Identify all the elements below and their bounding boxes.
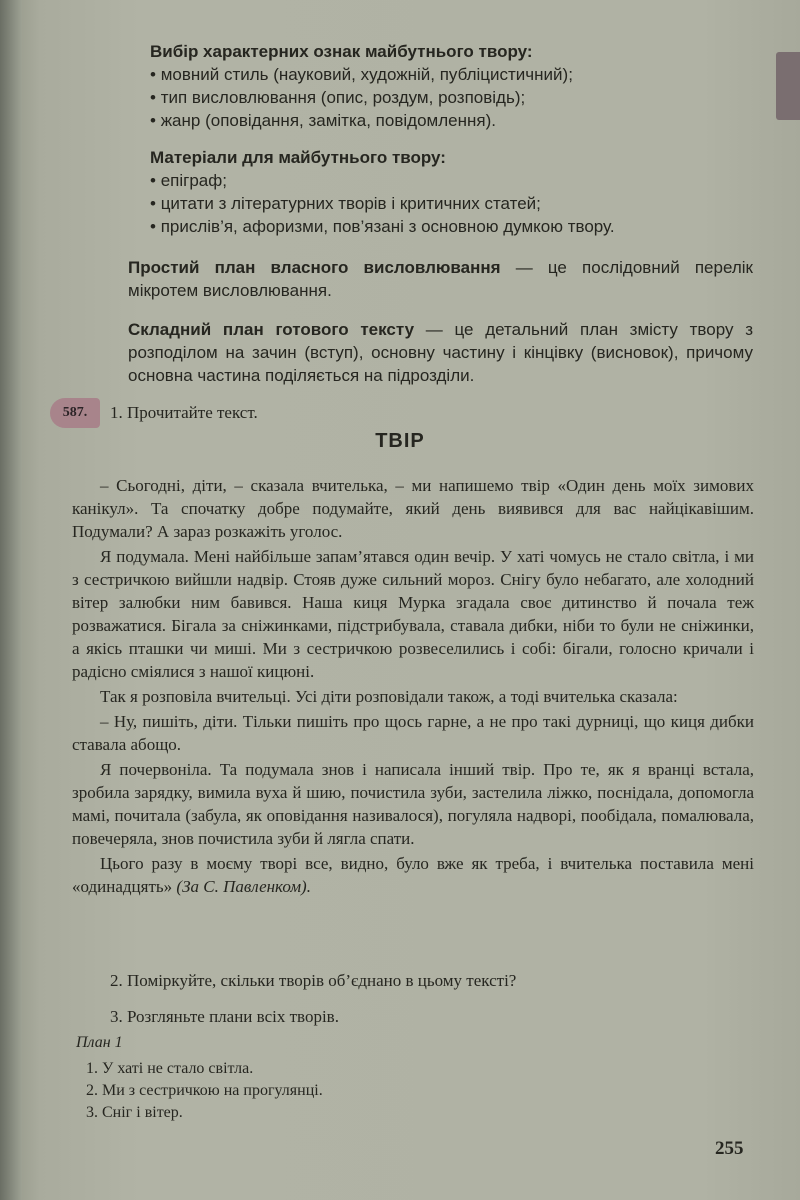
final-text: Цього разу в моєму творі все, видно, було вже як треба, і вчителька поставила мені «одинадцять» <box>72 854 754 896</box>
materials-heading: Матеріали для майбутнього твору: <box>150 148 446 167</box>
list-item: • епіграф; <box>150 169 750 192</box>
simple-plan-text: — це послідовний перелік мікротем висловлювання. <box>128 258 753 300</box>
list-item: • жанр (оповідання, замітка, повідомлення). <box>150 109 750 132</box>
list-item: • мовний стиль (науковий, художній, публіцистичний); <box>150 63 750 86</box>
list-item: • тип висловлювання (опис, роздум, розповідь); <box>150 86 750 109</box>
plan-item: 3. Сніг і вітер. <box>86 1104 183 1121</box>
complex-plan-definition <box>128 318 753 387</box>
list-item: • прислів’я, афоризми, пов’язані з основною думкою твору. <box>150 215 750 238</box>
materials-section <box>150 146 750 238</box>
story-paragraph: Я почервоніла. Та подумала знов і написала інший твір. Про те, як я вранці встала, зробила зарядку, вимила вуха й шию, почистила зуби, застелила ліжко, поснідала, допомогла мамі, почитала (забула, як оповідання називалося), погуляла надворі, пообідала, помалювала, повечеряла, знов почистила зуби й лягла спати. <box>72 760 754 848</box>
simple-plan-definition <box>128 256 753 302</box>
story-source: (За С. Павленком). <box>176 877 311 896</box>
page-number: 255 <box>715 1138 744 1159</box>
complex-plan-text: — це детальний план змісту твору з розподілом на зачин (вступ), основну частину і кінцівку (висновок), причому основна частина поділяється на підрозділи. <box>128 320 754 385</box>
complex-plan-term: Складний план готового тексту <box>128 320 415 339</box>
story-paragraph: Я подумала. Мені найбільше запам’ятався один вечір. У хаті чомусь не стало світла, і ми з сестричкою вийшли надвір. Стояв дуже сильний мороз. Снігу було небагато, але холодний вітер залюбки ним бавився. Наша киця Мурка згадала своє дитинство й почала теж розважатися. Бігала за сніжинками, підстрибувала, ставала дибки, ніби то були не сніжинки, а якісь пташки чи миші. Ми з сестричкою розвеселились і собі: бігали, голосно кричали і радісно сміялися з нашої кицюні. <box>72 547 754 681</box>
story-paragraph: – Ну, пишіть, діти. Тільки пишіть про щось гарне, а не про такі дурниці, що киця дибки ставала абощо. <box>72 712 754 754</box>
simple-plan-term: Простий план власного висловлювання <box>128 258 501 277</box>
plan-item: 2. Ми з сестричкою на прогулянці. <box>86 1082 323 1099</box>
story-title: ТВІР <box>375 430 425 452</box>
task-1: 1. Прочитайте текст. <box>110 403 258 422</box>
task-3: 3. Розгляньте плани всіх творів. <box>110 1007 339 1026</box>
list-item: • цитати з літературних творів і критичних статей; <box>150 192 750 215</box>
materials-list <box>150 169 750 238</box>
story-paragraph: Так я розповіла вчительці. Усі діти розповідали також, а тоді вчителька сказала: <box>100 687 678 706</box>
exercise-number-badge: 587. <box>50 398 100 428</box>
characteristics-heading: Вибір характерних ознак майбутнього твору: <box>150 42 533 61</box>
plan-list <box>86 1058 323 1124</box>
characteristics-section <box>150 40 750 132</box>
book-spine <box>0 0 22 1200</box>
characteristics-list <box>150 63 750 132</box>
plan-title: План 1 <box>76 1034 123 1051</box>
page-edge-tab <box>776 52 800 120</box>
story-text <box>72 474 754 900</box>
task-2: 2. Поміркуйте, скільки творів об’єднано в цьому тексті? <box>110 971 517 990</box>
story-paragraph: – Сьогодні, діти, – сказала вчителька, – ми напишемо твір «Один день моїх зимових канікул». Та спочатку добре подумайте, який день виявився для вас найцікавішим. Подумали? А зараз розкажіть уголос. <box>72 476 754 541</box>
story-final-paragraph <box>72 852 754 898</box>
plan-item: 1. У хаті не стало світла. <box>86 1060 254 1077</box>
